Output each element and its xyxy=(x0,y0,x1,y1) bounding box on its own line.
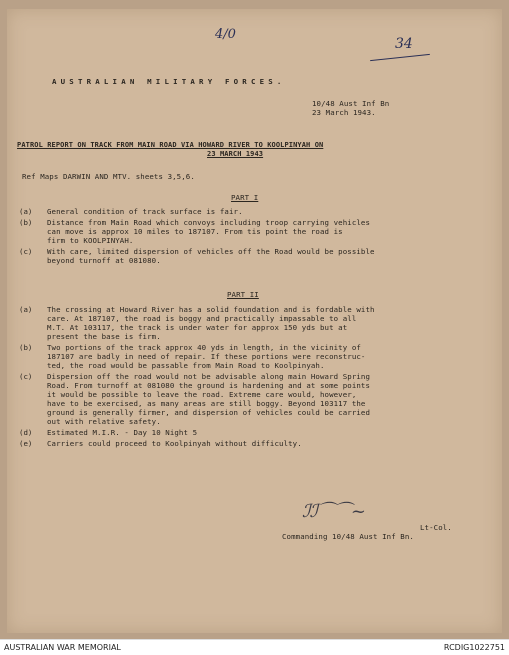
handwritten-underline xyxy=(370,54,430,61)
part2-item-label: (d) xyxy=(19,428,33,437)
part2-item-label: (b) xyxy=(19,343,33,352)
part2-heading: PART II xyxy=(227,290,259,299)
part1-item-text-line: can move is approx 10 miles to 187107. From tis point the road is xyxy=(47,227,343,236)
part2-item-text-line: ground is generally firmer, and dispersion of vehicles could be carried xyxy=(47,408,371,417)
archive-record-id: RCDIG1022751 xyxy=(443,643,505,652)
part1-heading: PART I xyxy=(231,193,259,202)
part2-item-text-line: Carriers could proceed to Koolpinyah without difficulty. xyxy=(47,439,302,448)
part1-item-text-line: beyond turnoff at 081080. xyxy=(47,256,161,265)
part2-item-text-line: present the base is firm. xyxy=(47,332,161,341)
report-title-line1: PATROL REPORT ON TRACK FROM MAIN ROAD VIA HOWARD RIVER TO KOOLPINYAH ON xyxy=(17,141,324,149)
part2-item-text-line: it would be possible to leave the road. Extreme care would, however, xyxy=(47,390,357,399)
unit-designation: 10/48 Aust Inf Bn xyxy=(312,99,390,108)
part1-item-text-line: Distance from Main Road which convoys including troop carrying vehicles xyxy=(47,218,371,227)
part2-item-label: (e) xyxy=(19,439,33,448)
part2-item-text-line: out with relative safety. xyxy=(47,417,161,426)
part2-item-text-line: Dispersion off the road would not be advisable along main Howard Spring xyxy=(47,372,371,381)
archive-footer xyxy=(0,639,509,655)
part2-item-text-line: M.T. At 103117, the track is under water for approx 150 yds but at xyxy=(47,323,348,332)
part1-item-label: (c) xyxy=(19,247,33,256)
part1-item-text-line: With care, limited dispersion of vehicles off the Road would be possible xyxy=(47,247,375,256)
handwritten-page-number: 34 xyxy=(395,36,413,52)
signature: ℐℐ⌒⌒~ xyxy=(302,501,365,522)
part2-item-label: (c) xyxy=(19,372,33,381)
part2-item-text-line: care. At 187107, the road is boggy and practically impassable to all xyxy=(47,314,357,323)
part2-item-text-line: ted, the road would be passable from Main Road to Koolpinyah. xyxy=(47,361,325,370)
report-date: 23 March 1943. xyxy=(312,108,376,117)
part1-item-label: (a) xyxy=(19,207,33,216)
document-page xyxy=(7,9,502,633)
handwritten-top-mark: 4/0 xyxy=(215,27,236,42)
part2-item-text-line: Estimated M.I.R. - Day 10 Night 5 xyxy=(47,428,198,437)
signatory-rank: Lt-Col. xyxy=(420,523,452,532)
part2-item-text-line: Road. From turnoff at 081080 the ground is hardening and at some points xyxy=(47,381,371,390)
part1-item-text-line: firm to KOOLPINYAH. xyxy=(47,236,134,245)
part2-item-label: (a) xyxy=(19,305,33,314)
signatory-position: Commanding 10/48 Aust Inf Bn. xyxy=(282,532,414,541)
part2-item-text-line: Two portions of the track approx 40 yds in length, in the vicinity of xyxy=(47,343,361,352)
reference-maps: Ref Maps DARWIN AND MTV. sheets 3,5,6. xyxy=(22,172,195,181)
organisation-header: AUSTRALIAN MILITARY FORCES. xyxy=(52,77,286,86)
part2-item-text-line: The crossing at Howard River has a solid foundation and is fordable with xyxy=(47,305,375,314)
report-title-line2: 23 MARCH 1943 xyxy=(207,150,264,158)
part1-item-text-line: General condition of track surface is fair. xyxy=(47,207,243,216)
archive-name: AUSTRALIAN WAR MEMORIAL xyxy=(4,643,121,652)
part2-item-text-line: have to be exercised, as many areas are still boggy. Beyond 103117 the xyxy=(47,399,366,408)
part1-item-label: (b) xyxy=(19,218,33,227)
part2-item-text-line: 187107 are badly in need of repair. If these portions were reconstruc- xyxy=(47,352,366,361)
